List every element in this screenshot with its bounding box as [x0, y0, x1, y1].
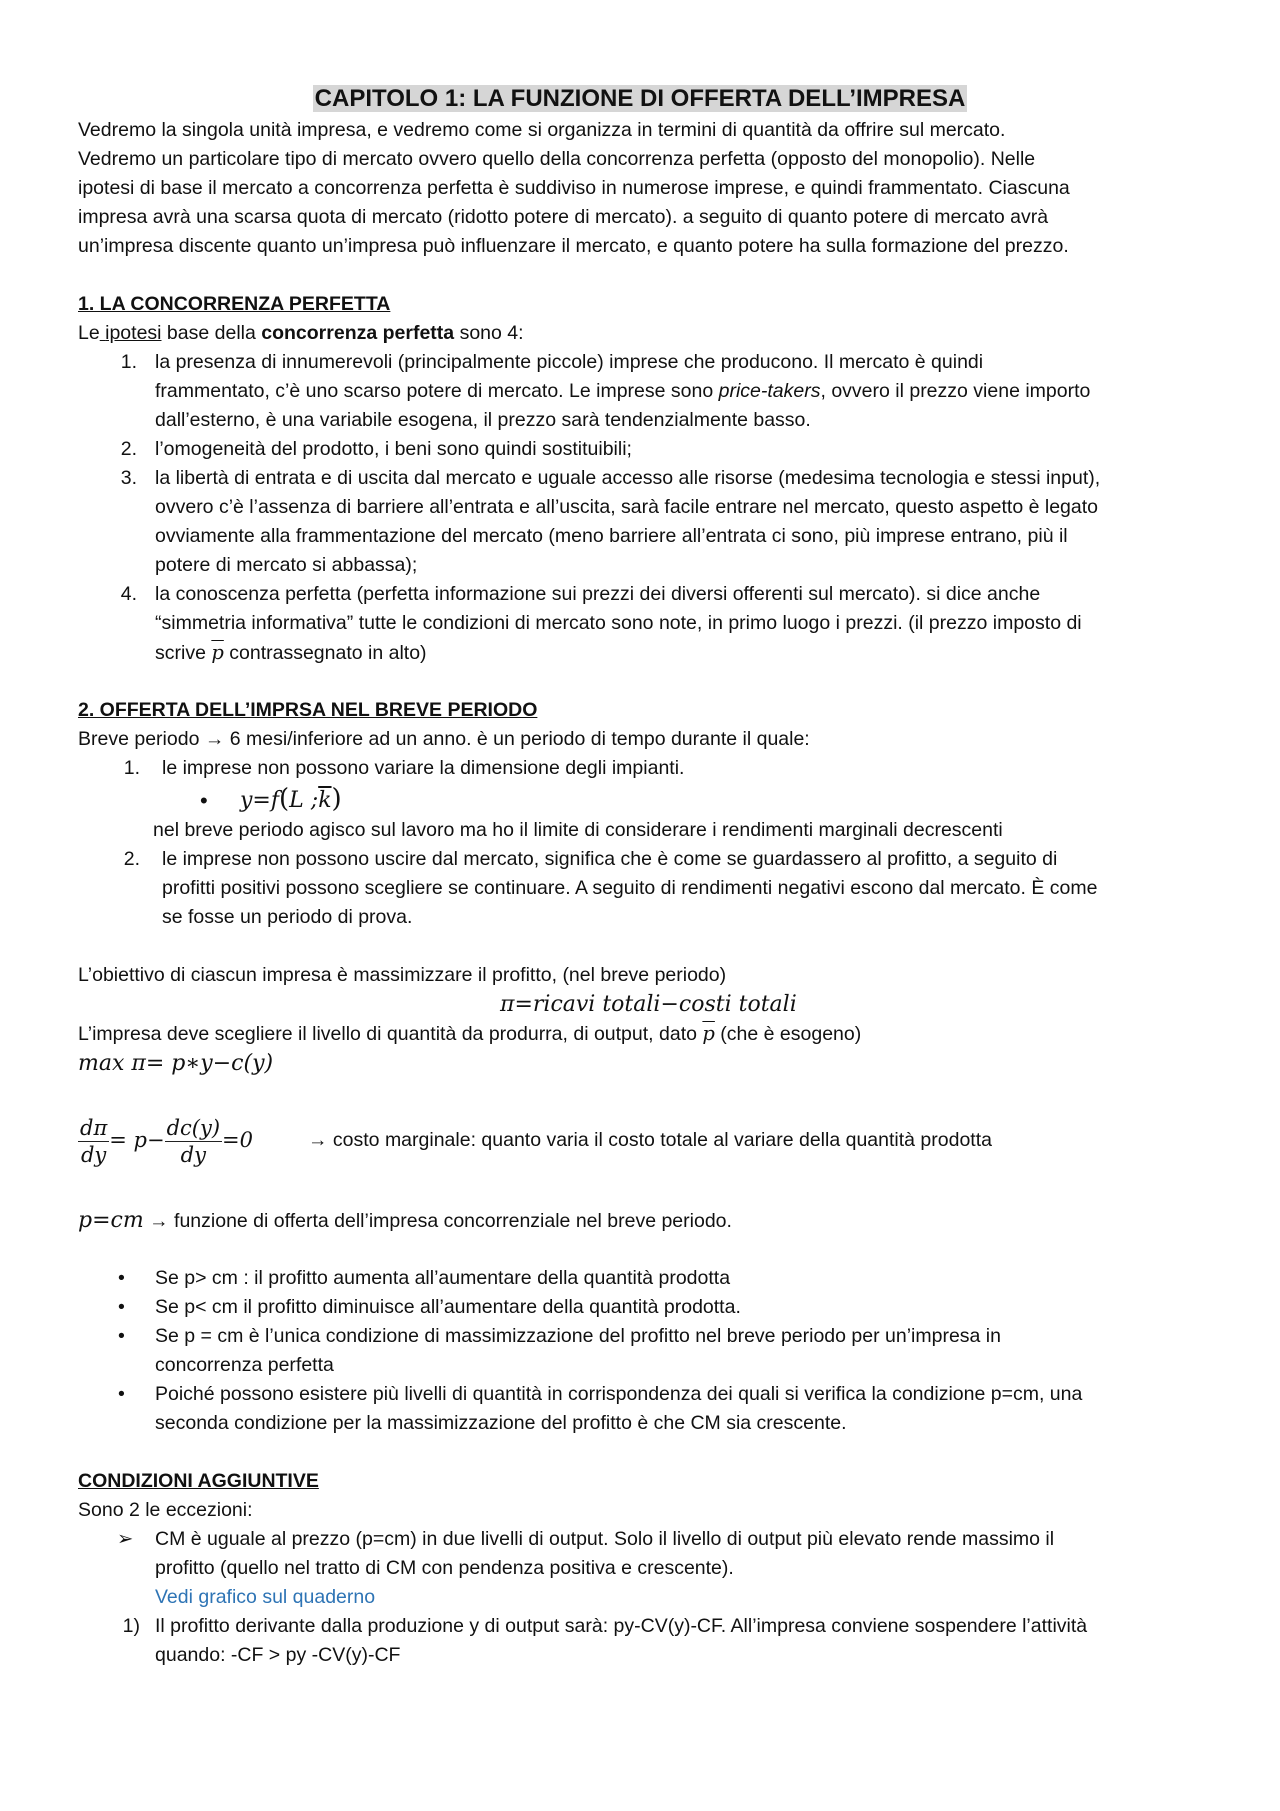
bullet-item: Poiché possono esistere più livelli di quantità in corrispondenza dei quali si verifica la condizione p=cm, una: [155, 1383, 1083, 1405]
p-bar-symbol: $\overline{p}$: [702, 1022, 715, 1045]
list-item: profitto (quello nel tratto di CM con pendenza positiva e crescente).: [155, 1557, 734, 1579]
max-formula: max π= p∗y−c(y): [78, 1051, 274, 1076]
bullet-icon: •: [118, 1325, 125, 1347]
list-item: potere di mercato si abbassa);: [155, 554, 418, 576]
intro-line: impresa avrà una scarsa quota di mercato (ridotto potere di mercato). a seguito di quanto potere di mercato avrà: [78, 206, 1049, 228]
list-item: CM è uguale al prezzo (p=cm) in due livelli di output. Solo il livello di output più elevato rende massimo il: [155, 1528, 1055, 1550]
list-item: le imprese non possono variare la dimensione degli impianti.: [162, 757, 685, 779]
list-item: quando: -CF > py -CV(y)-CF: [155, 1644, 401, 1666]
list-item: Il profitto derivante dalla produzione y di output sarà: py-CV(y)-CF. All’impresa conviene sospendere l’attività: [155, 1615, 1088, 1637]
bullet-item: Se p = cm è l’unica condizione di massimizzazione del profitto nel breve periodo per un’impresa in: [155, 1325, 1001, 1347]
list-item: profitti positivi possono scegliere se continuare. A seguito di rendimenti negativi escono dal mercato. È come: [162, 877, 1098, 899]
bullet-icon: •: [200, 788, 208, 813]
list-item: “simmetria informativa” tutte le condizioni di mercato sono note, in primo luogo i prezzi. (il prezzo imposto di: [155, 612, 1082, 634]
objective-line: L’obiettivo di ciascun impresa è massimizzare il profitto, (nel breve periodo): [78, 964, 727, 986]
section-heading: 1. LA CONCORRENZA PERFETTA: [78, 293, 391, 315]
section-lead: Breve periodo → 6 mesi/inferiore ad un anno. è un periodo di tempo durante il quale:: [78, 728, 810, 750]
derivative-note: → costo marginale: quanto varia il costo totale al variare della quantità prodotta: [308, 1129, 992, 1151]
list-number: 1.: [123, 757, 140, 779]
page-title: CAPITOLO 1: LA FUNZIONE DI OFFERTA DELL’IMPRESA: [314, 85, 966, 112]
section-lead: Le ipotesi base della concorrenza perfetta sono 4:: [78, 322, 524, 344]
list-item: ovvero c’è l’assenza di barriere all’entrata e all’uscita, sarà facile entrare nel mercato, questo aspetto è legato: [155, 496, 1099, 518]
bullet-icon: •: [118, 1296, 125, 1318]
list-item: l’omogeneità del prodotto, i beni sono quindi sostituibili;: [155, 438, 632, 460]
bullet-item: seconda condizione per la massimizzazione del profitto è che CM sia crescente.: [155, 1412, 847, 1434]
section-heading: 2. OFFERTA DELL’IMPRSA NEL BREVE PERIODO: [78, 699, 538, 721]
list-item: le imprese non possono uscire dal mercato, significa che è come se guardassero al profitto, a seguito di: [162, 848, 1058, 870]
bullet-icon: •: [118, 1267, 125, 1289]
note-line: nel breve periodo agisco sul lavoro ma ho il limite di considerare i rendimenti marginali decrescenti: [153, 819, 1003, 841]
bullet-item: concorrenza perfetta: [155, 1354, 334, 1376]
notebook-reference: Vedi grafico sul quaderno: [155, 1586, 376, 1608]
choose-line: L’impresa deve scegliere il livello di quantità da produrra, di output, dato $\overline{p}$ (che è esogeno): [78, 1022, 862, 1045]
list-item: scrive $\overline{p}$ contrassegnato in alto): [155, 641, 427, 664]
pcm-line: p=cm → funzione di offerta dell’impresa concorrenziale nel breve periodo.: [78, 1208, 732, 1233]
arrow-icon: →: [204, 728, 225, 750]
section-lead: Sono 2 le eccezioni:: [78, 1499, 253, 1521]
list-number: 2.: [123, 848, 140, 870]
intro-line: un’impresa discente quanto un’impresa può influenzare il mercato, e quanto potere ha sulla formazione del prezzo.: [78, 235, 1069, 257]
intro-line: Vedremo un particolare tipo di mercato ovvero quello della concorrenza perfetta (opposto del monopolio). Nelle: [78, 148, 1036, 170]
derivative-formula: $\frac{d\pi}{dy}$ = p− $\frac{dc(y)}{dy}$ =0: [80, 1116, 253, 1167]
intro-line: ipotesi di base il mercato a concorrenza perfetta è suddiviso in numerose imprese, e quindi frammentato. Ciascuna: [78, 177, 1070, 199]
list-item: dall’esterno, è una variabile esogena, il prezzo sarà tendenzialmente basso.: [155, 409, 811, 431]
list-number: 2.: [120, 438, 137, 460]
list-item: se fosse un periodo di prova.: [162, 906, 413, 928]
list-number: 1): [122, 1615, 140, 1637]
intro-line: Vedremo la singola unità impresa, e vedremo come si organizza in termini di quantità da offrire sul mercato.: [78, 119, 1006, 141]
list-number: 1.: [120, 351, 137, 373]
list-number: 4.: [120, 583, 137, 605]
section-heading: CONDIZIONI AGGIUNTIVE: [78, 1470, 319, 1492]
bullet-item: Se p< cm il profitto diminuisce all’aumentare della quantità prodotta.: [155, 1296, 741, 1318]
list-item: la libertà di entrata e di uscita dal mercato e uguale accesso alle risorse (medesima tecnologia e stessi input),: [155, 467, 1101, 489]
bullet-item: Se p> cm : il profitto aumenta all’aumentare della quantità prodotta: [155, 1267, 731, 1289]
profit-formula: π=ricavi totali−costi totali: [500, 992, 797, 1017]
list-item: frammentato, c’è uno scarso potere di mercato. Le imprese sono price-takers, ovvero il prezzo viene importo: [155, 380, 1091, 402]
list-number: 3.: [120, 467, 137, 489]
list-item: ovviamente alla frammentazione del mercato (meno barriere all’entrata ci sono, più imprese entrano, più il: [155, 525, 1068, 547]
list-item: la conoscenza perfetta (perfetta informazione sui prezzi dei diversi offerenti sul mercato). si dice anche: [155, 583, 1041, 605]
bullet-icon: •: [118, 1383, 125, 1405]
arrow-bullet-icon: ➢: [117, 1528, 134, 1550]
list-item: la presenza di innumerevoli (principalmente piccole) imprese che producono. Il mercato è quindi: [155, 351, 984, 373]
production-formula: y=f(L $;\overline{k}$): [240, 784, 342, 814]
p-bar-symbol: $\overline{p}$: [211, 641, 224, 664]
